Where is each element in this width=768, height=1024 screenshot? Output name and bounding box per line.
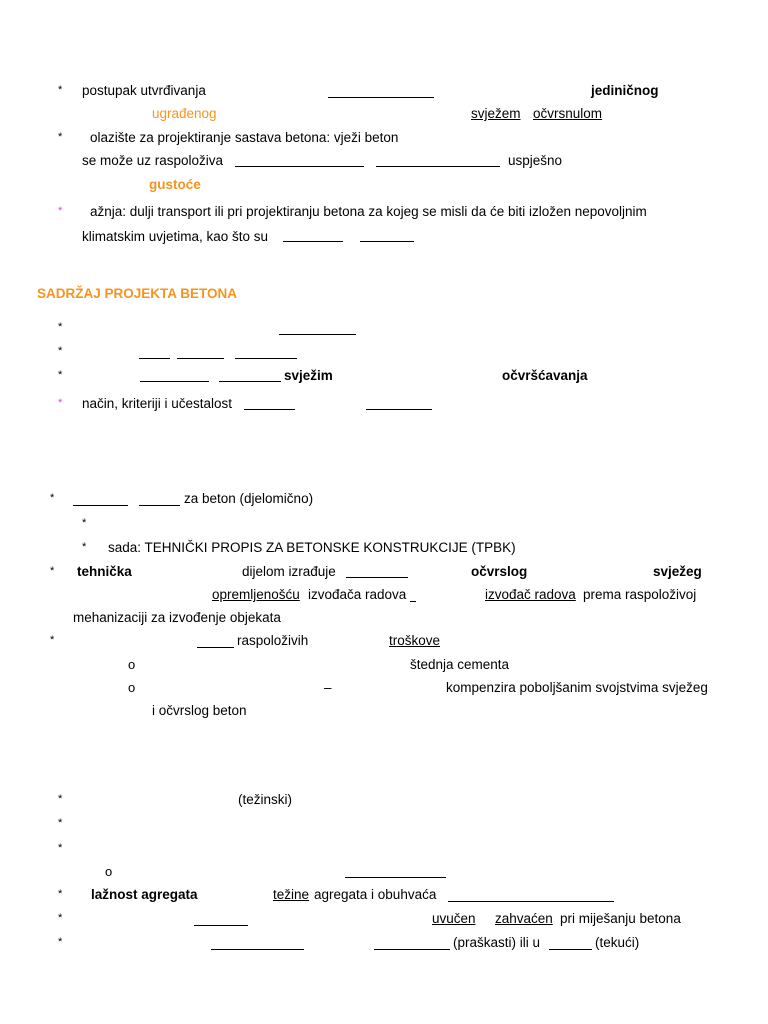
text-line: uspješno	[508, 153, 563, 168]
blank-line	[177, 358, 224, 359]
blank-line	[73, 505, 128, 506]
bullet-marker: *	[58, 84, 63, 96]
text-line: se može uz raspoloživa	[82, 153, 224, 168]
text-line: pri miješanju betona	[560, 911, 681, 926]
text-line: prema raspoloživoj	[583, 587, 697, 602]
bullet-marker: *	[58, 321, 63, 333]
bullet-marker: *	[58, 205, 63, 217]
text-line: štednja cementa	[410, 657, 510, 672]
text-underlined: izvođač radova	[485, 587, 576, 602]
text-bold: očvršćavanja	[502, 368, 588, 383]
blank-line	[376, 166, 500, 167]
blank-line	[235, 166, 364, 167]
text-underlined: očvrsnulom	[533, 106, 603, 121]
bullet-marker: *	[58, 345, 63, 357]
text-line: –	[324, 680, 332, 695]
text-line: i očvrslog beton	[152, 703, 247, 718]
blank-line	[328, 97, 434, 98]
bullet-marker: *	[58, 369, 63, 381]
bullet-marker: *	[58, 912, 63, 924]
bullet-marker: *	[50, 492, 55, 504]
text-line: agregata i obuhvaća	[314, 887, 437, 902]
text-line: način, kriteriji i učestalost	[82, 396, 233, 411]
bullet-marker: *	[82, 517, 87, 529]
text-line: dijelom izrađuje	[242, 564, 336, 579]
text-bold: svježim	[284, 368, 333, 383]
blank-line	[235, 358, 297, 359]
blank-line	[345, 877, 446, 878]
blank-line	[219, 381, 281, 382]
text-bold: očvrslog	[471, 564, 528, 579]
bullet-marker: *	[58, 793, 63, 805]
text-line: kompenzira poboljšanim svojstvima svježeg	[446, 680, 708, 695]
text-line: izvođača radova	[308, 587, 407, 602]
blank-line	[140, 381, 209, 382]
bullet-marker: *	[58, 397, 63, 409]
text-underlined: opremljenošću	[212, 587, 300, 602]
blank-line	[197, 647, 234, 648]
sub-bullet-marker: o	[105, 864, 113, 879]
blank-line	[211, 949, 304, 950]
blank-line	[279, 334, 356, 335]
text-line: postupak utvrđivanja	[82, 83, 206, 98]
text-line: ažnja: dulji transport ili pri projektiranju betona za kojeg se misli da će biti izložen nepovoljnim	[90, 204, 647, 219]
bullet-marker: *	[58, 817, 63, 829]
text-line: (praškasti) ili u	[453, 935, 541, 950]
text-bold: tehnička	[77, 564, 132, 579]
text-underlined: težine	[273, 887, 310, 902]
blank-line	[448, 901, 614, 902]
blank-line	[549, 949, 592, 950]
blank-line	[410, 601, 416, 602]
blank-line	[366, 409, 432, 410]
blank-line	[194, 925, 248, 926]
bullet-marker: *	[58, 888, 63, 900]
bullet-marker: *	[58, 936, 63, 948]
text-line: mehanizaciji za izvođenje objekata	[73, 610, 281, 625]
blank-line	[346, 577, 408, 578]
blank-line	[139, 505, 180, 506]
text-line: raspoloživih	[237, 633, 309, 648]
text-line: (težinski)	[238, 792, 293, 807]
bullet-marker: *	[82, 541, 87, 553]
blank-line	[139, 358, 170, 359]
text-underlined: svježem	[471, 106, 521, 121]
text-highlight: gustoće	[149, 177, 201, 192]
text-line: olazište za projektiranje sastava betona: vježi beton	[90, 130, 399, 145]
text-line: sada: TEHNIČKI PROPIS ZA BETONSKE KONSTRUKCIJE (TPBK)	[108, 540, 516, 555]
text-bold: lažnost agregata	[91, 887, 198, 902]
text-bold: svježeg	[653, 564, 702, 579]
blank-line	[360, 241, 414, 242]
text-underlined: zahvaćen	[495, 911, 553, 926]
blank-line	[374, 949, 450, 950]
text-line: klimatskim uvjetima, kao što su	[82, 229, 269, 244]
text-underlined: uvučen	[432, 911, 476, 926]
text-line: za beton (djelomično)	[184, 491, 314, 506]
bullet-marker: *	[58, 842, 63, 854]
bullet-marker: *	[58, 131, 63, 143]
text-underlined: troškove	[389, 633, 441, 648]
text-line: (tekući)	[595, 935, 640, 950]
text-bold: jediničnog	[591, 83, 659, 98]
section-heading: SADRŽAJ PROJEKTA BETONA	[37, 286, 238, 301]
text-highlight: ugrađenog	[152, 106, 217, 121]
sub-bullet-marker: o	[128, 657, 136, 672]
bullet-marker: *	[50, 565, 55, 577]
blank-line	[283, 241, 343, 242]
bullet-marker: *	[50, 634, 55, 646]
blank-line	[244, 409, 295, 410]
sub-bullet-marker: o	[128, 680, 136, 695]
